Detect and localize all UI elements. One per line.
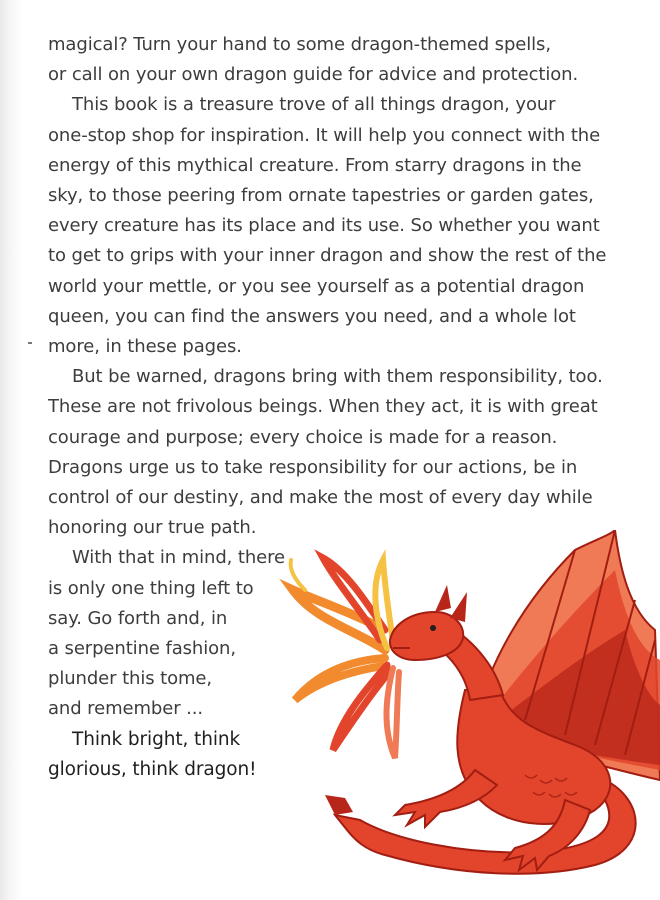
text-line: These are not frivolous beings. When they act, it is with great	[48, 396, 598, 418]
dragon-head-icon	[390, 585, 467, 660]
text-line: This book is a treasure trove of all things dragon, your	[72, 94, 556, 116]
text-line: or call on your own dragon guide for advice and protection.	[48, 64, 579, 86]
text-line: Dragons urge us to take responsibility for our actions, be in	[48, 456, 578, 478]
text-line: a serpentine fashion,	[48, 638, 236, 660]
text-line: magical? Turn your hand to some dragon-themed spells,	[48, 34, 551, 55]
closing-line: glorious, think dragon!	[48, 758, 257, 780]
front-leg-icon	[395, 770, 497, 827]
text-line: every creature has its place and its use. So whether you want	[48, 215, 600, 237]
fire-icon	[291, 558, 399, 758]
margin-mark	[28, 342, 32, 344]
text-line: sky, to those peering from ornate tapestries or garden gates,	[48, 185, 594, 207]
text-line: courage and purpose; every choice is made for a reason.	[48, 426, 558, 448]
text-line: one-stop shop for inspiration. It will help you connect with the	[48, 124, 601, 146]
closing-line: Think bright, think	[72, 728, 241, 750]
text-line: But be warned, dragons bring with them responsibility, too.	[72, 366, 603, 388]
text-line: honoring our true path.	[48, 517, 257, 539]
text-line: control of our destiny, and make the most of every day while	[48, 487, 593, 509]
fire-breathing-dragon-icon	[275, 530, 660, 890]
text-line: to get to grips with your inner dragon and show the rest of the	[48, 245, 607, 267]
text-line: With that in mind, there	[72, 547, 286, 569]
text-line: is only one thing left to	[48, 577, 254, 599]
text-line: world your mettle, or you see yourself as a potential dragon	[48, 275, 585, 297]
text-line: plunder this tome,	[48, 668, 213, 690]
text-line: queen, you can find the answers you need, and a whole lot	[48, 305, 576, 327]
text-line: say. Go forth and, in	[48, 607, 228, 629]
text-line: energy of this mythical creature. From starry dragons in the	[48, 154, 582, 176]
text-line: more, in these pages.	[48, 336, 242, 358]
text-line: and remember ...	[48, 698, 203, 720]
